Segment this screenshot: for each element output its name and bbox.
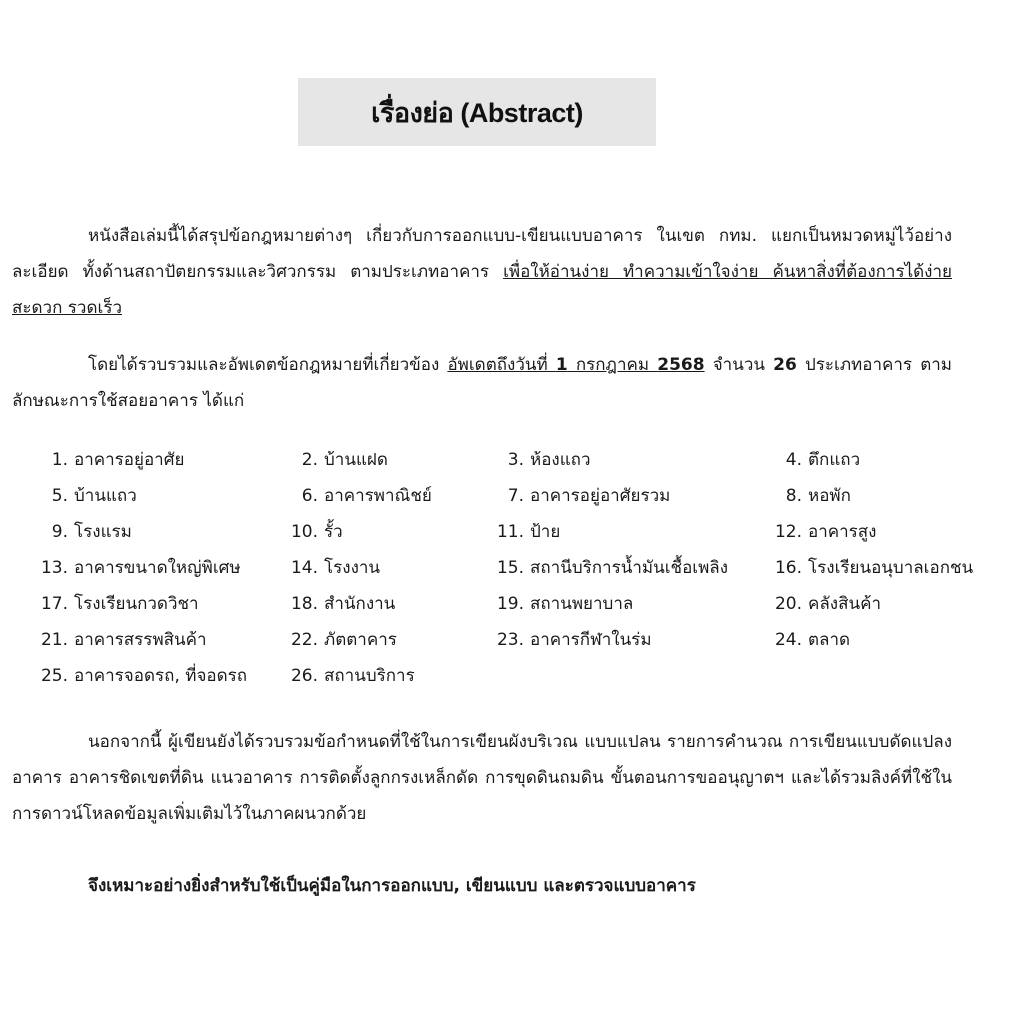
building-type-item [32,630,207,650]
building-type-item [766,630,850,650]
building-type-label: สำนักงาน [324,594,396,614]
building-type-label: โรงแรม [74,522,132,542]
building-type-item [282,594,395,614]
building-type-label: อาคารขนาดใหญ่พิเศษ [74,558,241,578]
building-type-label: สถานีบริการน้ำมันเชื้อเพลิง [530,558,729,578]
building-type-number: 21. [40,630,68,650]
building-type-label: โรงงาน [324,558,381,578]
update-date-year: 2568 [657,355,705,375]
building-type-label: บ้านแถว [74,486,137,506]
building-type-number: 10. [290,522,318,542]
building-type-number: 20. [774,594,802,614]
building-type-item [488,522,560,542]
building-type-label: อาคารพาณิชย์ [324,486,432,506]
building-type-item [282,666,415,686]
building-type-number: 25. [40,666,68,686]
building-type-item [488,450,591,470]
building-type-number: 13. [40,558,68,578]
building-type-number: 22. [290,630,318,650]
building-type-item [32,522,132,542]
update-paragraph [12,347,952,419]
update-text-c: ประเภทอาคาร ตามลักษณะการใช้สอยอาคาร ได้แก่ [12,355,952,411]
type-count: 26 [773,355,797,375]
building-types-list [0,442,1024,702]
building-type-label: ตึกแถว [808,450,861,470]
building-type-label: อาคารอยู่อาศัยรวม [530,486,671,506]
building-type-label: อาคารสูง [808,522,877,542]
building-type-number: 12. [774,522,802,542]
building-type-number: 14. [290,558,318,578]
building-type-label: ตลาด [808,630,851,650]
building-type-number: 4. [785,450,802,470]
building-type-label: อาคารจอดรถ, ที่จอดรถ [74,666,248,686]
building-type-item [488,594,633,614]
building-type-item [32,594,199,614]
building-type-item [32,486,137,506]
building-type-item [766,486,851,506]
building-type-number: 8. [785,486,802,506]
building-type-label: โรงเรียนอนุบาลเอกชน [808,558,974,578]
building-type-label: โรงเรียนกวดวิชา [74,594,199,614]
title-banner [298,78,656,146]
building-type-item [282,522,343,542]
building-type-item [32,666,247,686]
building-type-item [488,630,652,650]
building-type-item [766,450,860,470]
building-type-number: 7. [507,486,524,506]
building-type-number: 18. [290,594,318,614]
building-type-number: 26. [290,666,318,686]
building-type-item [766,522,876,542]
building-type-number: 23. [496,630,524,650]
building-type-number: 9. [51,522,68,542]
building-type-label: สถานพยาบาล [530,594,634,614]
building-type-number: 11. [496,522,524,542]
building-type-label: สถานบริการ [324,666,415,686]
building-type-label: คลังสินค้า [808,594,882,614]
building-type-number: 2. [301,450,318,470]
building-type-number: 17. [40,594,68,614]
building-type-label: อาคารกีฬาในร่ม [530,630,652,650]
building-type-item [282,558,380,578]
building-type-number: 15. [496,558,524,578]
building-type-label: ป้าย [530,522,561,542]
update-text-a: โดยได้รวบรวมและอัพเดตข้อกฎหมายที่เกี่ยวข้อง [88,355,448,375]
building-type-number: 19. [496,594,524,614]
building-type-item [282,630,397,650]
building-type-label: อาคารสรรพสินค้า [74,630,207,650]
intro-text: หนังสือเล่มนี้ได้สรุปข้อกฎหมายต่างๆ เกี่ยวกับการออกแบบ-เขียนแบบอาคาร ในเขต กทม. แยกเป็นหมวดหมู่ไว้อย่างละเอียด ทั้งด้านสถาปัตยกรรมและวิศวกรรม ตามประเภทอาคาร [12,226,952,282]
building-type-item [282,450,388,470]
update-date-day: 1 [555,355,568,375]
intro-paragraph [12,218,952,326]
update-date-label: อัพเดตถึงวันที่ [447,355,556,375]
building-type-item [32,450,184,470]
building-type-number: 24. [774,630,802,650]
building-type-item [488,558,728,578]
building-type-item [282,486,432,506]
building-type-item [32,558,241,578]
building-type-item [766,594,881,614]
additional-info-text: นอกจากนี้ ผู้เขียนยังได้รวบรวมข้อกำหนดที่ใช้ในการเขียนผังบริเวณ แบบแปลน รายการคำนวณ การเขียนแบบดัดแปลงอาคาร อาคารชิดเขตที่ดิน แนวอาคาร การติดตั้งลูกกรงเหล็กดัด การขุดดินถมดิน ขั้นตอนการขออนุญาตฯ และได้รวมลิงค์ที่ใช้ในการดาวน์โหลดข้อมูลเพิ่มเติมไว้ในภาคผนวกด้วย [12,732,952,824]
building-type-label: หอพัก [808,486,851,506]
building-type-number: 1. [51,450,68,470]
building-type-label: ภัตตาคาร [324,630,397,650]
update-text-b: จำนวน [704,355,774,375]
building-type-number: 16. [774,558,802,578]
building-type-item [766,558,973,578]
building-type-number: 3. [507,450,524,470]
building-type-number: 6. [301,486,318,506]
page-title: เรื่องย่อ (Abstract) [371,97,583,128]
building-type-label: ห้องแถว [530,450,591,470]
building-type-number: 5. [51,486,68,506]
additional-info-paragraph [12,724,952,832]
intro-underlined-text: เพื่อให้อ่านง่าย ทำความเข้าใจง่าย ค้นหาสิ่งที่ต้องการได้ง่าย สะดวก รวดเร็ว [12,262,952,318]
building-type-label: บ้านแฝด [324,450,388,470]
building-type-item [488,486,670,506]
building-type-label: อาคารอยู่อาศัย [74,450,185,470]
building-type-label: รั้ว [324,522,343,542]
closing-statement: จึงเหมาะอย่างยิ่งสำหรับใช้เป็นคู่มือในการออกแบบ, เขียนแบบ และตรวจแบบอาคาร [88,876,696,896]
update-date-month: กรกฎาคม [567,355,658,375]
